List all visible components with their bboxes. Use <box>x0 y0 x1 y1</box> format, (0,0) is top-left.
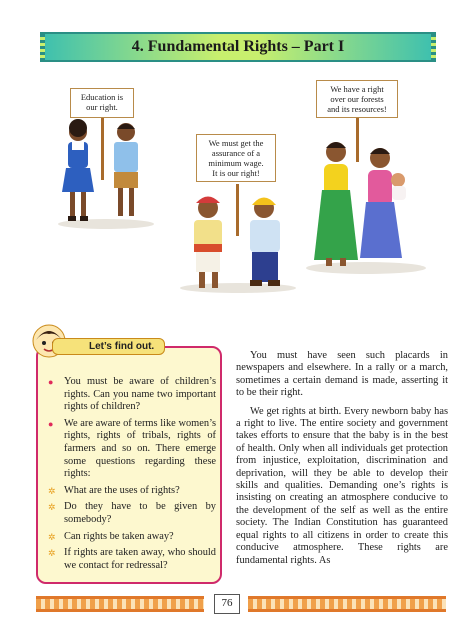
placard-education-text: Education is our right. <box>80 92 124 112</box>
star-bullet-icon: ✲ <box>48 531 56 542</box>
list-item: ✲ Do they have to be given by somebody? <box>48 501 216 525</box>
find-out-question-list <box>46 376 216 576</box>
placard-forests-text: We have a right over our forests and its resources! <box>327 84 387 114</box>
list-item: ✲ If rights are taken away, who should we contact for redressal? <box>48 547 216 571</box>
lets-find-out-heading: Let’s find out. <box>52 338 165 355</box>
placard-minimum-wage <box>196 134 276 182</box>
rights-illustration <box>36 72 446 342</box>
paragraph: You must have seen such placards in newspapers and elsewhere. In a rally or a march, sometimes a certain demand is made, asserting it to be their right. <box>236 350 448 399</box>
star-bullet-icon: ✲ <box>48 502 56 513</box>
placard-forests <box>316 80 398 118</box>
chapter-title: 4. Fundamental Rights – Part I <box>131 38 345 55</box>
list-item: ✲ What are the uses of rights? <box>48 484 180 496</box>
footer-ornament-right <box>248 596 446 612</box>
footer-ornament-left <box>36 596 204 612</box>
bullet-icon: ● <box>48 377 54 387</box>
star-bullet-icon: ✲ <box>48 485 56 496</box>
placard-education <box>70 88 134 118</box>
list-item: ✲ Can rights be taken away? <box>48 530 174 542</box>
body-text-column <box>236 350 448 573</box>
bullet-icon: ● <box>48 418 54 429</box>
page-number: 76 <box>214 594 240 614</box>
chapter-title-banner <box>40 32 436 62</box>
list-item: ● We are aware of terms like women’s rights, rights of tribals, rights of farmers and so on. There emerge some questions regarding these rights: <box>48 417 216 480</box>
page-footer <box>36 592 446 616</box>
star-bullet-icon: ✲ <box>48 548 56 559</box>
lets-find-out-box <box>36 341 222 584</box>
list-item: ● You must be aware of children’s rights. Can you name two important rights of children? <box>48 376 216 413</box>
placard-minimum-wage-text: We must get the assurance of a minimum wage. It is our right! <box>208 138 264 178</box>
paragraph: We get rights at birth. Every newborn baby has a right to live. The entire society and government takes efforts to ensure that the baby is in the best of health. Only when all individuals get protection from injustice, exploitation, discrimination and deprivation, will they be able to develop their skills and qualities. Demanding one’s rights is insisting on creating an atmosphere conducive to the development of the self as well as the entire society. The Indian Constitution has guaranteed equal rights to all citizens in order to create this conducive atmosphere. These rights are fundamental rights. As <box>236 405 448 566</box>
